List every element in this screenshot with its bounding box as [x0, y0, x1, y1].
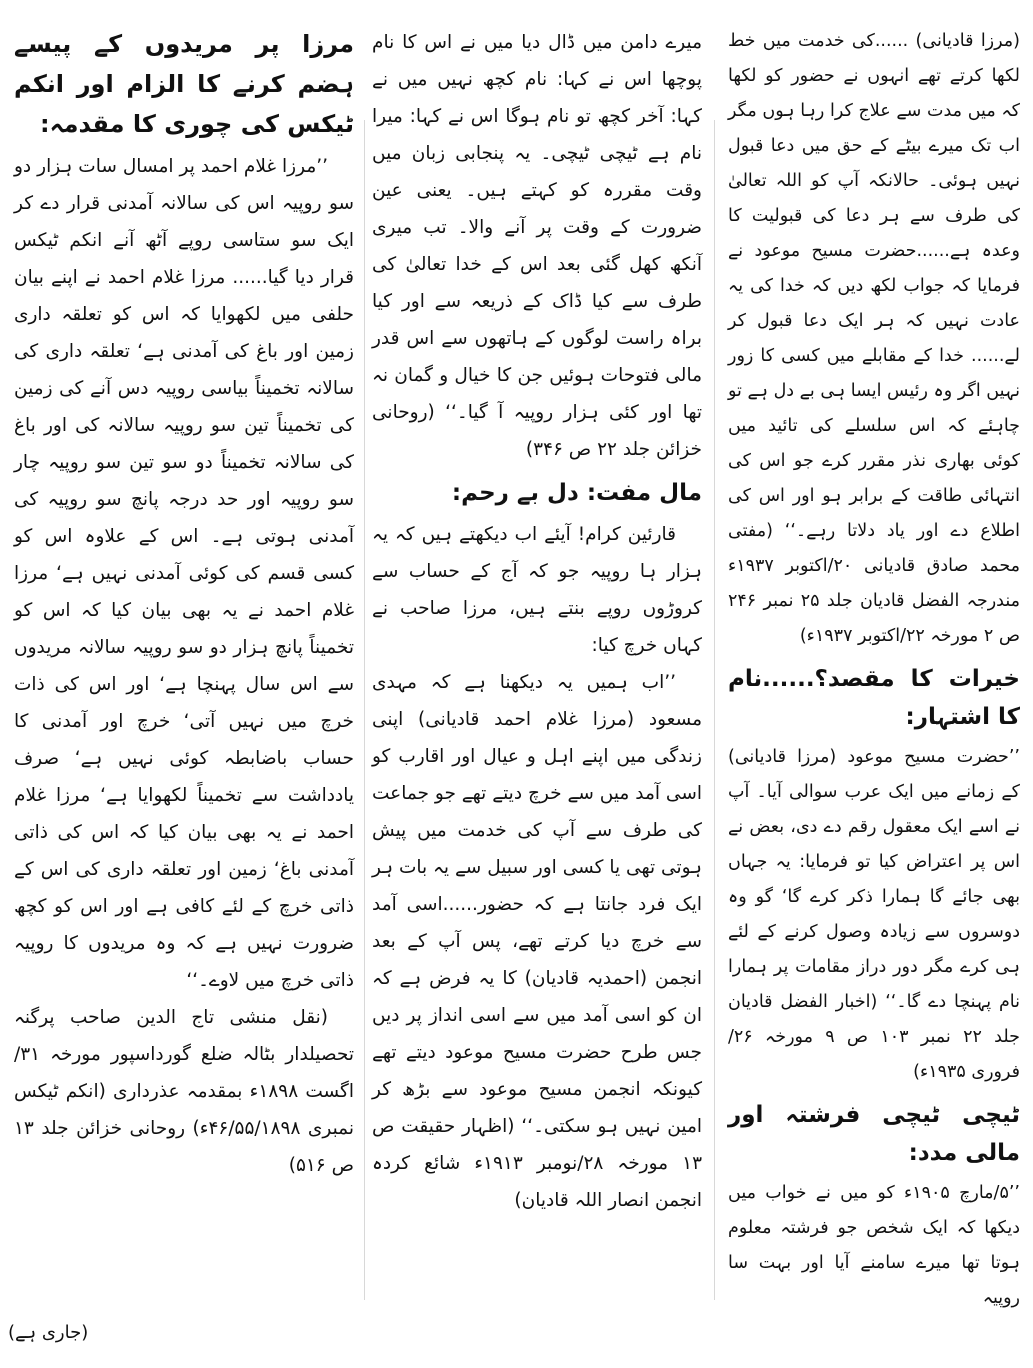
column-divider	[364, 120, 365, 1300]
article-title: مرزا پر مریدوں کے پیسے ہضم کرنے کا الزام اور انکم ٹیکس کی چوری کا مقدمہ:	[14, 30, 354, 138]
paragraph: (مرزا قادیانی) ......کی خدمت میں خط لکھا کرتے تھے انہوں نے حضور کو لکھا کہ میں مدت سے علاج کرا رہا ہوں مگر اب تک میرے بیٹے کے حق میں دعا قبول نہیں ہوئی۔ حالانکہ آپ کو اللہ تعالیٰ کی طرف سے ہر دعا کی قبولیت کا وعدہ ہے......حضرت مسیح موعود نے فرمایا کہ جواب لکھ دیں کہ خدا کی یہ عادت نہیں کہ ہر ایک دعا قبول کر لے...... خدا کے مقابلے میں کسی کا زور نہیں اگر وہ رئیس ایسا ہی بے دل ہے تو چاہئے کہ اس سلسلے کی تائید میں کوئی بھاری نذر مقرر کرے جو اس کی انتہائی طاقت کے برابر ہو اور اس کی اطلاع دے اور یاد دلاتا رہے۔‘‘ (مفتی محمد صادق قادیانی ۲۰/اکتوبر ۱۹۳۷ء مندرجہ الفضل قادیان جلد ۲۵ نمبر ۲۴۶ ص ۲ مورخہ ۲۲/اکتوبر ۱۹۳۷ء)	[728, 31, 1021, 646]
paragraph: ’’حضرت مسیح موعود (مرزا قادیانی) کے زمانے میں ایک عرب سوالی آیا۔ آپ نے اسے ایک معقول رقم دے دی، بعض نے اس پر اعتراض کیا تو فرمایا: یہ جہاں بھی جائے گا ہمارا ذکر کرے گا‘ گو وہ دوسروں سے زیادہ وصول کرنے کے لئے ہی کرے مگر دور دراز مقامات پر ہمارا نام پہنچا دے گا۔‘‘ (اخبار الفضل قادیان جلد ۲۲ نمبر ۱۰۳ ص ۹ مورخہ ۲۶/فروری ۱۹۳۵ء)	[728, 747, 1020, 1082]
column-divider	[714, 120, 715, 1300]
citation: (نقل منشی تاج الدین صاحب پرگنہ تحصیلدار بٹالہ ضلع گورداسپور مورخہ ۳۱/اگست ۱۸۹۸ء بمقدمہ عذرداری (انکم ٹیکس نمبری ۴۶/۵۵/۱۸۹۸ء) روحانی خزائن جلد ۱۳ ص ۵۱۶)	[14, 1007, 355, 1176]
continued-note: (جاری ہے)	[8, 1322, 89, 1343]
section-heading: ٹیچی ٹیچی فرشتہ اور مالی مدد:	[728, 1102, 1020, 1166]
section-heading: مال مفت: دل بے رحم:	[451, 480, 702, 506]
paragraph: قارئین کرام! آیئے اب دیکھتے ہیں کہ یہ ہزار ہا روپیہ جو کہ آج کے حساب سے کروڑوں روپے بنتے ہیں، مرزا صاحب نے کہاں خرچ کیا:	[372, 524, 702, 656]
left-column	[14, 24, 354, 1184]
right-column	[728, 24, 1020, 1316]
middle-column	[372, 24, 702, 1219]
paragraph: ’’مرزا غلام احمد پر امسال سات ہزار دو سو روپیہ اس کی سالانہ آمدنی قرار دے کر ایک سو ستاسی روپے آٹھ آنے انکم ٹیکس قرار دیا گیا...... مرزا غلام احمد نے اپنے بیان حلفی میں لکھوایا کہ اس کو تعلقہ داری زمین اور باغ کی آمدنی ہے‘ تعلقہ داری کی سالانہ تخمیناً بیاسی روپیہ دس آنے کی زمین کی تخمیناً تین سو روپیہ سالانہ کی اور باغ کی سالانہ تخمیناً دو سو تین سو روپیہ چار سو روپیہ اور حد درجہ پانچ سو روپیہ کی آمدنی ہوتی ہے۔ اس کے علاوہ اس کو کسی قسم کی کوئی آمدنی نہیں ہے‘ مرزا غلام احمد نے یہ بھی بیان کیا کہ اس کو تخمیناً پانچ ہزار دو سو روپیہ سالانہ مریدوں سے اس سال پہنچا ہے‘ اور اس کی ذات خرچ میں نہیں آتی‘ خرچ اور آمدنی کا حساب باضابطہ کوئی نہیں ہے‘ صرف یادداشت سے تخمیناً لکھوایا ہے‘ مرزا غلام احمد نے یہ بھی بیان کیا کہ اس کی ذاتی آمدنی باغ‘ زمین اور تعلقہ داری کی اس کے ذاتی خرچ کے لئے کافی ہے اور اس کو کچھ ضرورت نہیں ہے کہ وہ مریدوں کا روپیہ ذاتی خرچ میں لاوے۔‘‘	[14, 156, 354, 991]
section-heading: خیرات کا مقصد؟......نام کا اشتہار:	[728, 666, 1020, 730]
paragraph: میرے دامن میں ڈال دیا میں نے اس کا نام پوچھا اس نے کہا: نام کچھ نہیں میں نے کہا: آخر کچھ تو نام ہوگا اس نے کہا: میرا نام ہے ٹیچی ٹیچی۔ یہ پنجابی زبان میں وقت مقررہ کو کہتے ہیں۔ یعنی عین ضرورت کے وقت پر آنے والا۔ تب میری آنکھ کھل گئی بعد اس کے خدا تعالیٰ کی طرف سے کیا ڈاک کے ذریعہ سے اور کیا براہ راست لوگوں کے ہاتھوں سے اس قدر مالی فتوحات ہوئیں جن کا خیال و گمان نہ تھا اور کئی ہزار روپیہ آ گیا۔‘‘ (روحانی خزائن جلد ۲۲ ص ۳۴۶)	[372, 32, 702, 460]
paragraph: ’’۵/مارچ ۱۹۰۵ء کو میں نے خواب میں دیکھا کہ ایک شخص جو فرشتہ معلوم ہوتا تھا میرے سامنے آیا اور بہت سا روپیہ	[728, 1183, 1020, 1308]
paragraph: ’’اب ہمیں یہ دیکھنا ہے کہ مہدی مسعود (مرزا غلام احمد قادیانی) اپنی زندگی میں اپنے اہل و عیال اور اقارب کو اسی آمد میں سے خرچ دیتے تھے جو جماعت کی طرف سے آپ کی خدمت میں پیش ہوتی تھی یا کسی اور سبیل سے یہ بات ہر ایک فرد جانتا ہے کہ حضور......اسی آمد سے خرچ دیا کرتے تھے، پس آپ کے بعد انجمن (احمدیہ قادیان) کا یہ فرض ہے کہ ان کو اسی آمد میں سے اسی انداز پر دیں جس طرح حضرت مسیح موعود دیتے تھے کیونکہ انجمن مسیح موعود سے بڑھ کر امین نہیں ہو سکتی۔‘‘ (اظہار حقیقت ص ۱۳ مورخہ ۲۸/نومبر ۱۹۱۳ء شائع کردہ انجمن انصار اللہ قادیان)	[372, 672, 703, 1211]
